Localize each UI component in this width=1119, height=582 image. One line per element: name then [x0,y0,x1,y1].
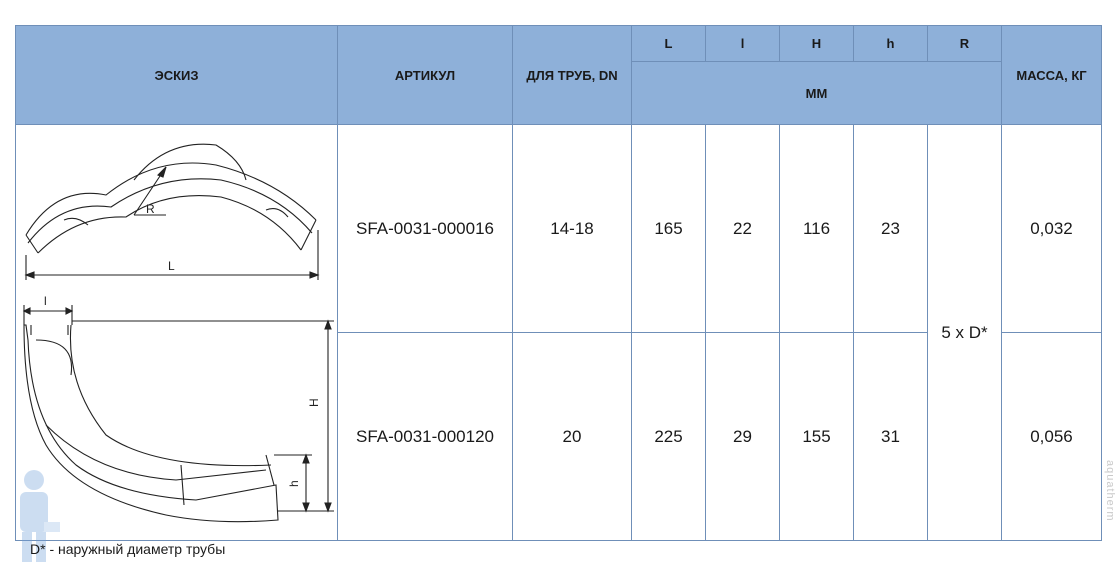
R-value: 5 x D* [928,125,1002,541]
row2-H: 155 [780,333,854,541]
label-R: R [146,202,155,216]
row1-H: 116 [780,125,854,333]
row1-L: 165 [632,125,706,333]
row1-dn: 14-18 [513,125,632,333]
label-l: l [44,294,47,308]
table-row [16,125,1102,333]
label-H: H [307,398,321,407]
row2-l: 29 [706,333,780,541]
header-l: l [706,26,780,62]
row2-article: SFA-0031-000120 [338,333,513,541]
row2-L: 225 [632,333,706,541]
label-h: h [287,480,301,487]
header-dn: ДЛЯ ТРУБ, DN [513,26,632,125]
pipe-dome [134,144,246,180]
header-sketch: ЭСКИЗ [16,26,338,125]
row1-l: 22 [706,125,780,333]
header-L: L [632,26,706,62]
header-unit: ММ [632,62,1002,125]
label-L: L [168,259,175,273]
spec-table [15,25,1102,541]
row2-h: 31 [854,333,928,541]
header-h: h [854,26,928,62]
footnote: D* - наружный диаметр трубы [30,541,226,557]
header-H: H [780,26,854,62]
row1-mass: 0,032 [1002,125,1102,333]
row1-h: 23 [854,125,928,333]
header-mass: МАССА, КГ [1002,26,1102,125]
header-article: АРТИКУЛ [338,26,513,125]
header-R: R [928,26,1002,62]
row1-article: SFA-0031-000016 [338,125,513,333]
row2-mass: 0,056 [1002,333,1102,541]
row2-dn: 20 [513,333,632,541]
watermark: aquatherm [1104,460,1116,522]
